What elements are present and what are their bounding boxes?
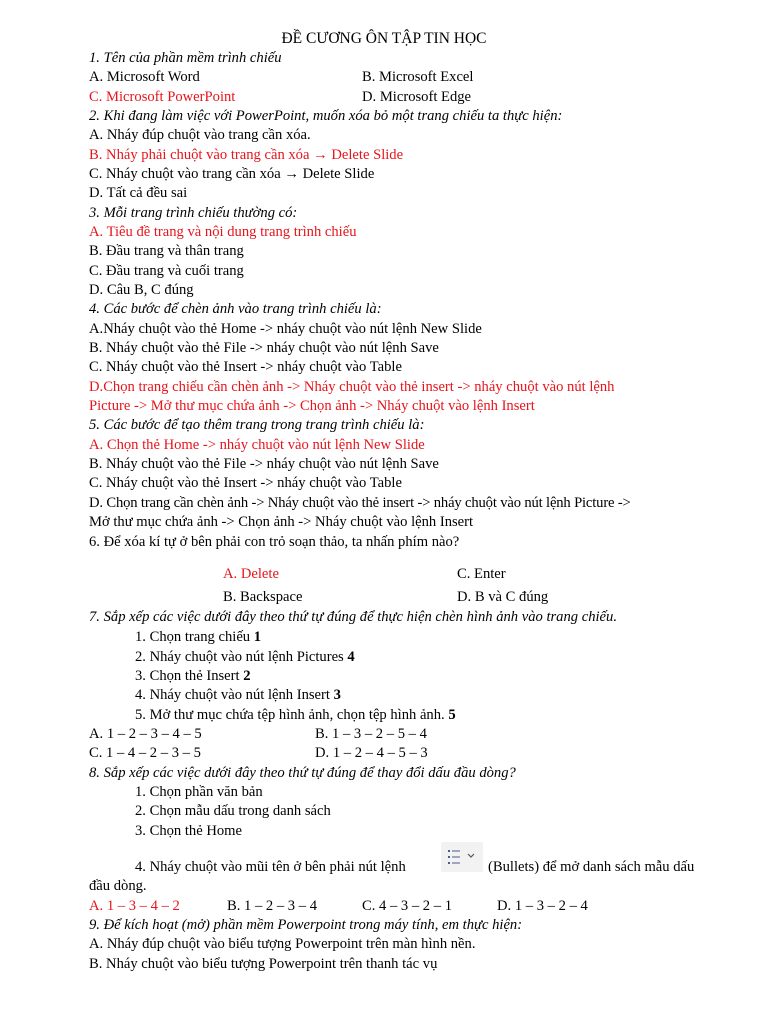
question-3: 3. Mỗi trang trình chiếu thường có:: [89, 205, 298, 221]
q7-step-5-order: 5: [448, 707, 456, 723]
q7-step-3: 3. Chọn thẻ Insert 2: [135, 668, 251, 684]
q1-option-a: A. Microsoft Word: [89, 69, 200, 85]
q4-option-c: C. Nháy chuột vào thẻ Insert -> nháy chuột vào Table: [89, 359, 402, 375]
q2-option-a: A. Nháy đúp chuột vào trang cần xóa.: [89, 127, 311, 143]
q6-option-c: C. Enter: [457, 566, 506, 582]
q8-step-1: 1. Chọn phần văn bản: [135, 784, 263, 800]
q5-option-d-line1: D. Chọn trang cần chèn ảnh -> Nháy chuột vào thẻ insert -> nháy chuột vào nút lệnh Picture ->: [89, 495, 631, 511]
question-2: 2. Khi đang làm việc với PowerPoint, muốn xóa bỏ một trang chiếu ta thực hiện:: [89, 108, 563, 124]
q5-option-b: B. Nháy chuột vào thẻ File -> nháy chuột vào nút lệnh Save: [89, 456, 439, 472]
q1-option-d: D. Microsoft Edge: [362, 89, 472, 105]
q7-option-c: C. 1 – 4 – 2 – 3 – 5: [89, 745, 201, 761]
q3-option-a: A. Tiêu đề trang và nội dung trang trình chiếu: [89, 224, 357, 240]
q7-step-3-order: 2: [243, 668, 251, 684]
q6-option-d: D. B và C đúng: [457, 589, 549, 605]
q4-option-d-line1: D.Chọn trang chiếu cần chèn ảnh -> Nháy chuột vào thẻ insert -> nháy chuột vào nút lệnh: [89, 379, 615, 395]
q8-step-4-end: (Bullets) để mở danh sách mẫu dấu: [488, 859, 695, 875]
q5-option-a: A. Chọn thẻ Home -> nháy chuột vào nút lệnh New Slide: [89, 437, 425, 453]
q2-option-c: C. Nháy chuột vào trang cần xóa → Delete Slide: [89, 166, 375, 182]
q4-option-d-line2: Picture -> Mở thư mục chứa ảnh -> Chọn ảnh -> Nháy chuột vào lệnh Insert: [89, 398, 535, 414]
q7-step-4: 4. Nháy chuột vào nút lệnh Insert 3: [135, 687, 341, 703]
q2-option-d: D. Tất cả đều sai: [89, 185, 188, 201]
question-6: 6. Để xóa kí tự ở bên phải con trỏ soạn thảo, ta nhấn phím nào?: [89, 534, 460, 550]
q3-option-c: C. Đầu trang và cuối trang: [89, 263, 244, 279]
q8-step-4-continued: đầu dòng.: [89, 878, 147, 894]
q6-option-a: A. Delete: [223, 566, 279, 582]
question-8: 8. Sắp xếp các việc dưới đây theo thứ tự đúng để thay đổi dấu đầu dòng?: [89, 765, 516, 781]
q7-step-2: 2. Nháy chuột vào nút lệnh Pictures 4: [135, 649, 355, 665]
q7-option-a: A. 1 – 2 – 3 – 4 – 5: [89, 726, 202, 742]
q6-option-b: B. Backspace: [223, 589, 303, 605]
q3-option-d: D. Câu B, C đúng: [89, 282, 194, 298]
q8-option-c: C. 4 – 3 – 2 – 1: [362, 898, 452, 914]
page-title: ĐỀ CƯƠNG ÔN TẬP TIN HỌC: [281, 30, 487, 47]
question-4: 4. Các bước để chèn ảnh vào trang trình chiếu là:: [89, 301, 382, 317]
q7-step-1: 1. Chọn trang chiếu 1: [135, 629, 262, 645]
q7-step-2-order: 4: [347, 649, 355, 665]
q7-step-1-order: 1: [253, 629, 262, 645]
question-1: 1. Tên của phần mềm trình chiếu: [89, 50, 282, 66]
question-5: 5. Các bước để tạo thêm trang trong trang trình chiếu là:: [89, 417, 425, 433]
q4-option-a: A.Nháy chuột vào thẻ Home -> nháy chuột vào nút lệnh New Slide: [89, 321, 482, 337]
q7-step-4-order: 3: [333, 687, 341, 703]
q1-option-b: B. Microsoft Excel: [362, 69, 474, 85]
q8-step-3: 3. Chọn thẻ Home: [135, 823, 243, 839]
q7-step-5: 5. Mở thư mục chứa tệp hình ảnh, chọn tệp hình ảnh. 5: [135, 707, 456, 723]
q7-option-d: D. 1 – 2 – 4 – 5 – 3: [315, 745, 428, 761]
q9-option-b: B. Nháy chuột vào biểu tượng Powerpoint trên thanh tác vụ: [89, 956, 438, 972]
q9-option-a: A. Nháy đúp chuột vào biểu tượng Powerpoint trên màn hình nền.: [89, 936, 476, 952]
q8-option-d: D. 1 – 3 – 2 – 4: [497, 898, 588, 914]
question-7: 7. Sắp xếp các việc dưới đây theo thứ tự đúng để thực hiện chèn hình ảnh vào trang chiếu.: [89, 609, 617, 625]
bullets-button[interactable]: [441, 842, 483, 872]
q3-option-b: B. Đầu trang và thân trang: [89, 243, 244, 259]
q8-step-4-start: 4. Nháy chuột vào mũi tên ở bên phải nút lệnh: [135, 859, 406, 875]
q8-step-2: 2. Chọn mẫu dấu trong danh sách: [135, 803, 331, 819]
q8-option-b: B. 1 – 2 – 3 – 4: [227, 898, 317, 914]
q8-option-a: A. 1 – 3 – 4 – 2: [89, 898, 180, 914]
q4-option-b: B. Nháy chuột vào thẻ File -> nháy chuột vào nút lệnh Save: [89, 340, 439, 356]
q5-option-c: C. Nháy chuột vào thẻ Insert -> nháy chuột vào Table: [89, 475, 402, 491]
q2-option-b: B. Nháy phải chuột vào trang cần xóa → Delete Slide: [89, 147, 404, 163]
question-9: 9. Để kích hoạt (mở) phần mềm Powerpoint trong máy tính, em thực hiện:: [89, 917, 523, 933]
q7-option-b: B. 1 – 3 – 2 – 5 – 4: [315, 726, 427, 742]
q5-option-d-line2: Mở thư mục chứa ảnh -> Chọn ảnh -> Nháy chuột vào lệnh Insert: [89, 514, 474, 530]
bullet-list-dropdown-icon: [448, 850, 478, 864]
q1-option-c: C. Microsoft PowerPoint: [89, 89, 236, 105]
